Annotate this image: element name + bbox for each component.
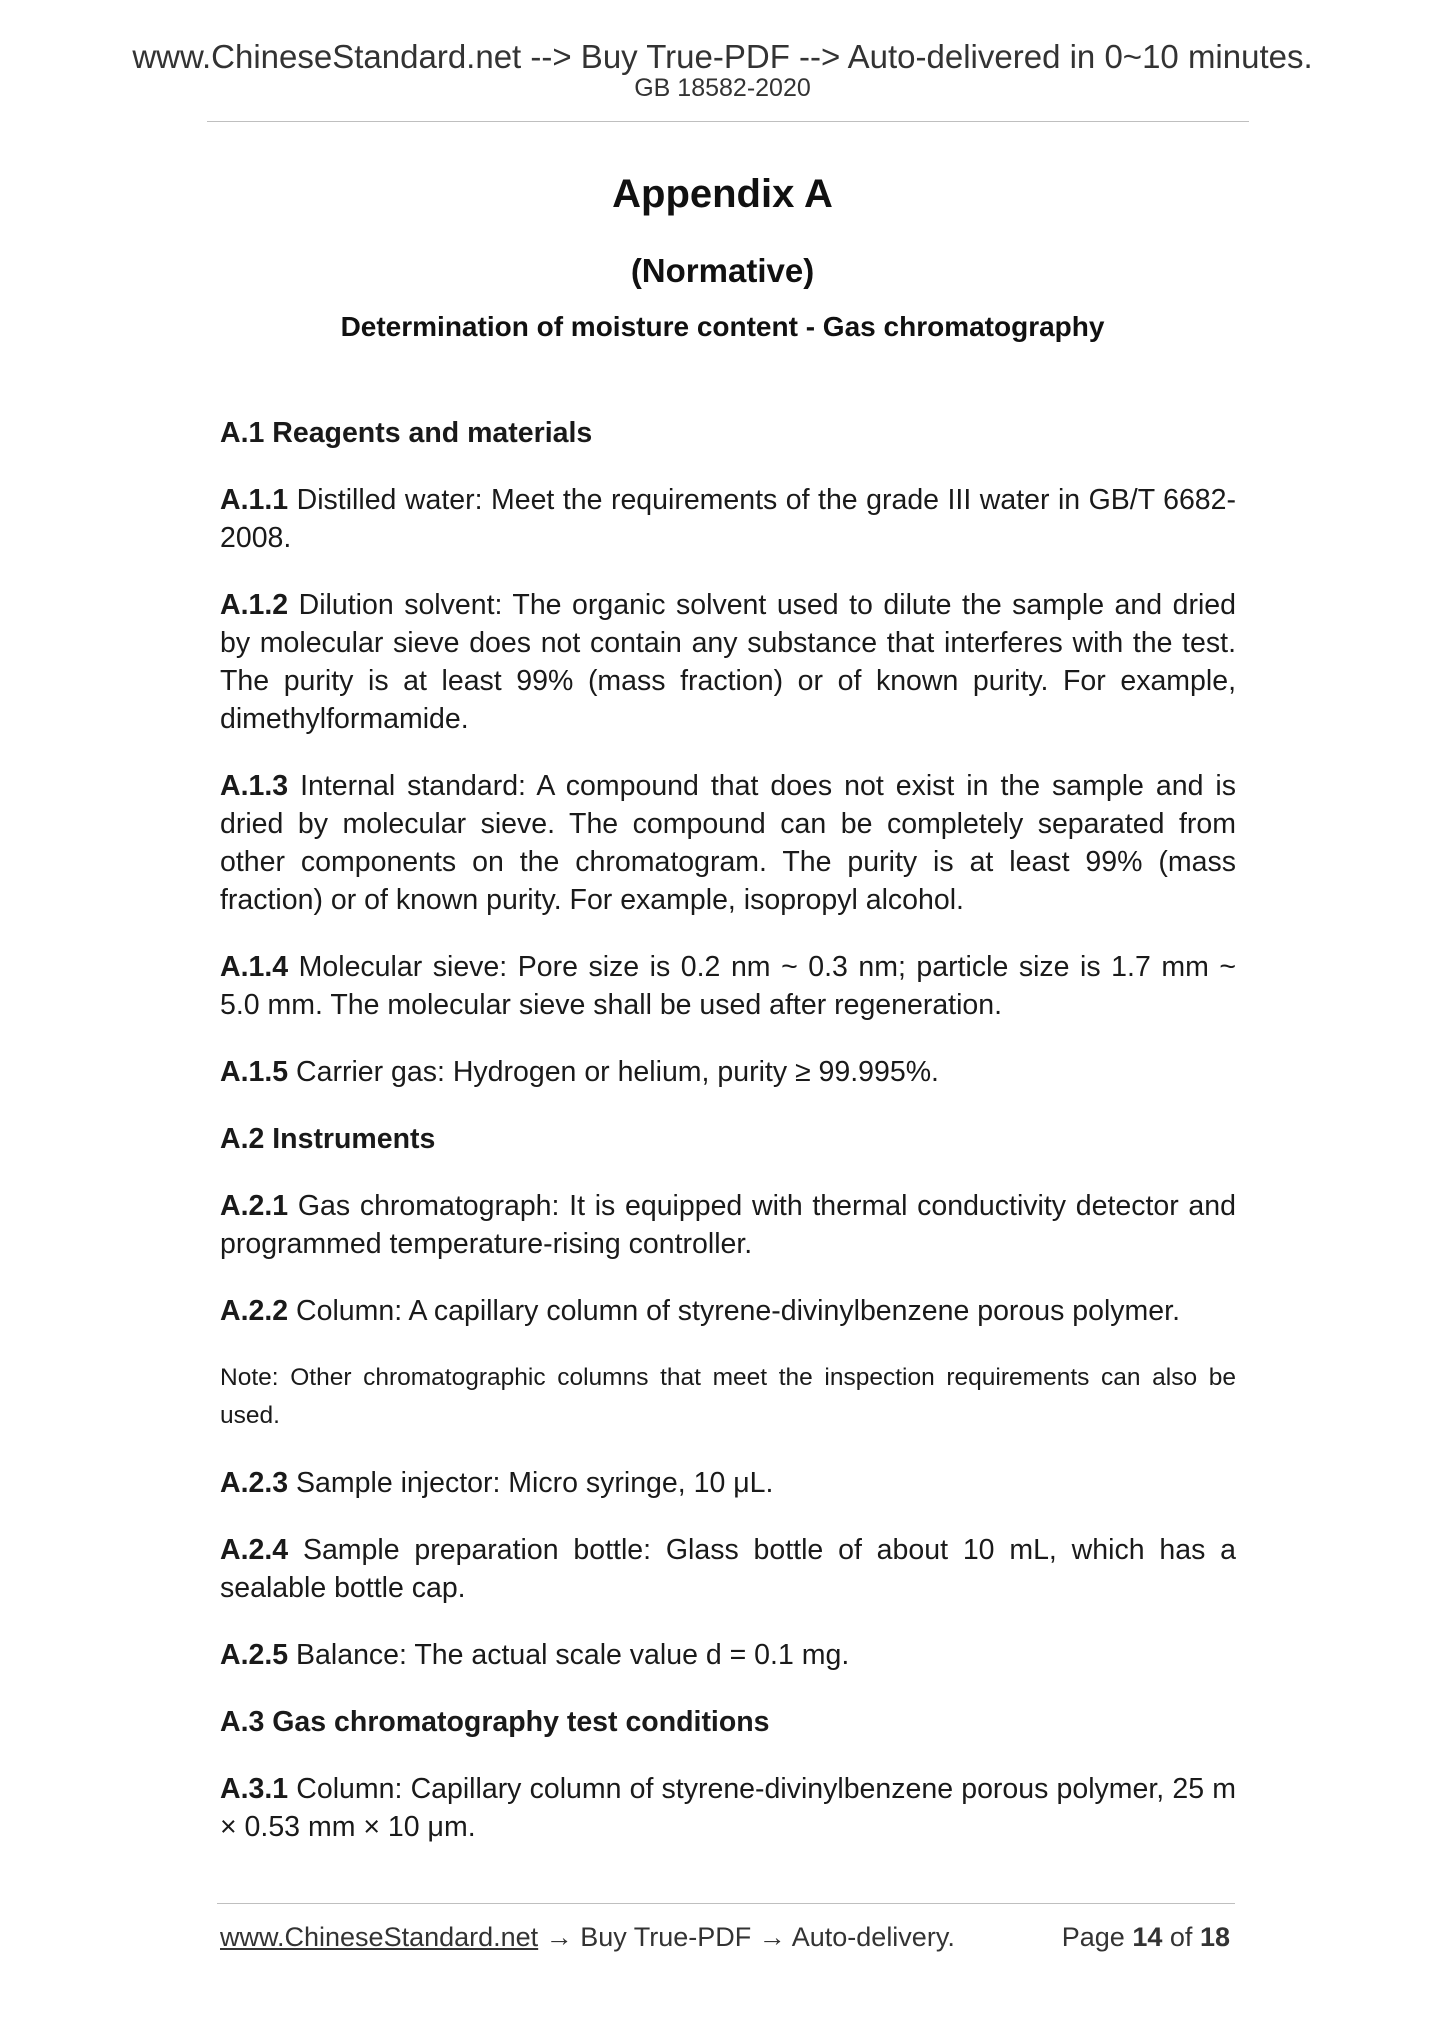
clause-a3-1 bbox=[220, 1770, 1236, 1846]
appendix-caption: Determination of moisture content - Gas chromatography bbox=[340, 311, 1105, 342]
clause-text: Sample preparation bottle: Glass bottle of about 10 mL, which has a sealable bottle cap. bbox=[220, 1534, 1236, 1604]
appendix-title: Appendix A bbox=[612, 172, 833, 216]
header-divider bbox=[207, 121, 1249, 122]
clause-a2-5 bbox=[220, 1636, 1236, 1674]
footer-site-link[interactable]: www.ChineseStandard.net bbox=[220, 1922, 539, 1952]
clause-text: Distilled water: Meet the requirements of the grade III water in GB/T 6682-2008. bbox=[220, 484, 1236, 554]
clause-number: A.3.1 bbox=[220, 1773, 289, 1805]
clause-text: Column: Capillary column of styrene-divinylbenzene porous polymer, 25 m × 0.53 mm × 10 μm. bbox=[220, 1773, 1236, 1843]
note-columns: Note: Other chromatographic columns that meet the inspection requirements can also be used. bbox=[220, 1364, 1236, 1429]
of-label: of bbox=[1169, 1922, 1193, 1952]
document-body bbox=[220, 414, 1236, 1875]
clause-number: A.1.2 bbox=[220, 589, 289, 621]
clause-a1-1 bbox=[220, 481, 1236, 557]
footer-text: → Buy True-PDF → Auto-delivery. bbox=[538, 1922, 955, 1952]
clause-text: Carrier gas: Hydrogen or helium, purity ≥ 99.995%. bbox=[288, 1056, 939, 1088]
section-heading-a3: A.3 Gas chromatography test conditions bbox=[220, 1706, 770, 1738]
clause-number: A.1.5 bbox=[220, 1056, 289, 1088]
clause-a1-3 bbox=[220, 767, 1236, 919]
page-label: Page bbox=[1061, 1922, 1125, 1952]
clause-text: Sample injector: Micro syringe, 10 μL. bbox=[288, 1467, 774, 1499]
clause-text: Dilution solvent: The organic solvent used to dilute the sample and dried by molecular sieve does not contain any substance that interferes with the test. The purity is at least 99% (mass fraction) or of known purity. For example, dimethylformamide. bbox=[220, 589, 1236, 735]
clause-number: A.2.1 bbox=[220, 1190, 289, 1222]
clause-text: Internal standard: A compound that does not exist in the sample and is dried by molecular sieve. The compound can be completely separated from other components on the chromatogram. The purity is at least 99% (mass fraction) or of known purity. For example, isopropyl alcohol. bbox=[220, 770, 1236, 916]
clause-text: Column: A capillary column of styrene-divinylbenzene porous polymer. bbox=[288, 1295, 1180, 1327]
clause-a1-2 bbox=[220, 586, 1236, 738]
page-number: 14 bbox=[1132, 1922, 1163, 1952]
footer-divider bbox=[217, 1903, 1235, 1904]
clause-number: A.1.4 bbox=[220, 951, 289, 983]
clause-number: A.2.4 bbox=[220, 1534, 289, 1566]
page-indicator bbox=[1062, 1922, 1230, 1953]
section-heading-a2: A.2 Instruments bbox=[220, 1123, 436, 1155]
section-heading-a1: A.1 Reagents and materials bbox=[220, 417, 593, 449]
clause-a1-4 bbox=[220, 948, 1236, 1024]
clause-number: A.2.2 bbox=[220, 1295, 289, 1327]
document-id: GB 18582-2020 bbox=[634, 74, 811, 102]
clause-a2-2 bbox=[220, 1292, 1236, 1330]
clause-number: A.1.3 bbox=[220, 770, 289, 802]
clause-a2-1 bbox=[220, 1187, 1236, 1263]
clause-number: A.1.1 bbox=[220, 484, 289, 516]
clause-text: Gas chromatograph: It is equipped with thermal conductivity detector and programmed temperature-rising controller. bbox=[220, 1190, 1236, 1260]
clause-number: A.2.3 bbox=[220, 1467, 289, 1499]
site-banner: www.ChineseStandard.net --> Buy True-PDF --> Auto-delivered in 0~10 minutes. bbox=[132, 38, 1313, 75]
appendix-subtitle: (Normative) bbox=[630, 252, 815, 289]
clause-text: Molecular sieve: Pore size is 0.2 nm ~ 0.3 nm; particle size is 1.7 mm ~ 5.0 mm. The molecular sieve shall be used after regeneration. bbox=[220, 951, 1236, 1021]
page-footer bbox=[220, 1922, 1230, 1953]
clause-text: Balance: The actual scale value d = 0.1 mg. bbox=[288, 1639, 850, 1671]
clause-a2-3 bbox=[220, 1464, 1236, 1502]
clause-a1-5 bbox=[220, 1053, 1236, 1091]
clause-number: A.2.5 bbox=[220, 1639, 289, 1671]
clause-a2-4 bbox=[220, 1531, 1236, 1607]
page-total: 18 bbox=[1199, 1922, 1230, 1952]
